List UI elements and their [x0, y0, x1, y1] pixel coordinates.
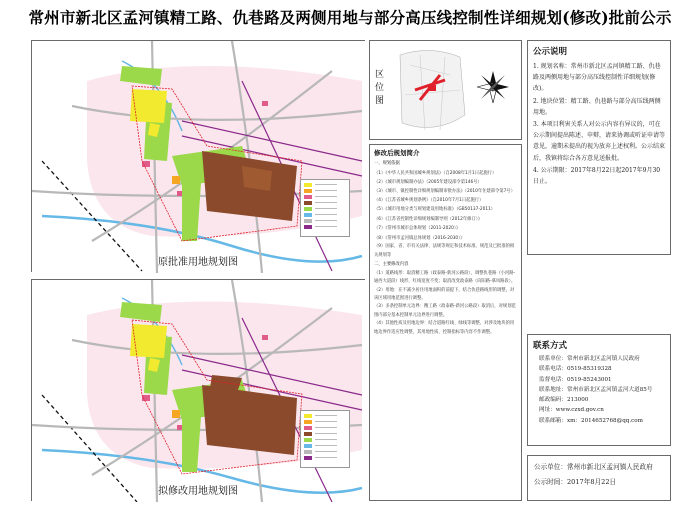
contact-line: 联系单位：常州市新北区孟河镇人民政府 [539, 356, 640, 362]
contact-line: 联系邮箱：xm：2014652768@qq.com [539, 417, 643, 424]
proposed-map-caption: 拟修改用地规划图 [158, 486, 238, 497]
summary-line: （7）《常州市城市总体规划（2011-2020）》 [374, 226, 461, 232]
notice-item: 4. 公示期限：2017年8月22日起2017年9月30日止。 [533, 166, 661, 186]
plan-summary-title: 修改后规划简介 [374, 149, 420, 157]
notice-item: 2. 地块位置：精工路、仇巷路与部分高压线两侧用地。 [533, 97, 661, 116]
summary-line: （2）用地：在不减少居住用地面积的前提下，结合仇巷路线形的调整，对该区域用地范围进行调整。 [374, 287, 515, 301]
notice-title: 公示说明 [533, 47, 568, 57]
publisher-panel [527, 455, 671, 501]
locator-label: 区位图 [375, 70, 385, 106]
summary-line: （4）其他性质及用地边界：结合道路红线、绿线等调整，对涉及地块的用地边界作适应性调整，其用地性质、控制指标等内容不作调整。 [374, 321, 515, 335]
summary-line: （4）《江苏省城乡规划条例》（自2010年7月1日起施行） [374, 197, 484, 203]
publish-date: 公示时间：2017年8月22日 [534, 478, 617, 486]
contact-line: 网址：www.czxd.gov.cn [539, 407, 604, 414]
summary-line: 一、规划依据 [374, 161, 400, 166]
summary-line: （8）《常州市孟河镇总体规划（2016-2030）》 [374, 235, 465, 241]
map-legend [300, 179, 350, 237]
approved-land-use-map-panel [31, 40, 365, 272]
contact-line: 监督电话：0519-85243001 [539, 376, 612, 383]
map-legend [300, 410, 350, 468]
approved-land-use-map [32, 41, 366, 273]
plan-summary-panel [369, 144, 522, 501]
summary-line: （1）《中华人民共和国城乡规划法》（自2008年1月1日起施行） [374, 170, 497, 176]
contact-title: 联系方式 [533, 341, 568, 351]
summary-line: （3）多条控制单元边界：精工路（政泰路-新河公路段）取消后，对规划范围内部分基本控制单元边界进行调整。 [374, 304, 516, 318]
summary-line: （5）《城市用地分类与规划建设用地标准》（GB50137-2011） [374, 207, 496, 213]
contact-line: 联系地址：常州市新北区孟河镇孟河大道85号 [539, 386, 653, 393]
locator-map [390, 45, 470, 137]
summary-line: 二、主要修改内容 [374, 262, 409, 268]
summary-line: （6）《江苏省控制性详细规划编制导则（2012年修订）》 [374, 216, 483, 222]
summary-line: （1）道路线形：取消精工路（政泰路-新河公路段），调整仇巷路（小河路-通西大道段）线形，红线宽度不变；取消改变政泰路（向阳路-慕凤路段）。 [374, 270, 516, 285]
page-title: 常州市新北区孟河镇精工路、仇巷路及两侧用地与部分高压线控制性详细规划(修改)批前公示 [28, 8, 672, 27]
proposed-land-use-map [32, 280, 366, 502]
notice-item: 1. 规划名称：常州市新北区孟河镇精工路、仇巷路及两侧用地与部分高压线控制性详细规划(修改)。 [533, 63, 661, 93]
approved-map-caption: 原批准用地规划图 [158, 257, 238, 268]
contact-panel [527, 334, 671, 446]
north-arrow-icon [475, 69, 511, 105]
proposed-land-use-map-panel [31, 279, 365, 501]
summary-line: （2）《城市规划编制办法》（2005年建设部令第146号） [374, 180, 482, 185]
publisher-unit: 公示单位：常州市新北区孟河镇人民政府 [534, 463, 653, 471]
contact-line: 联系电话：0519-85319328 [539, 366, 612, 373]
contact-line: 邮政编码：213000 [539, 397, 589, 404]
summary-line: （3）《城市、镇控制性详细规划编制审批办法》（2010年住建部令第7号） [374, 188, 516, 194]
notice-item: 3. 本项目利害关系人对公示内容有异议的，可在公示期间提出陈述、申辩，请来协调或听证申请等意见，逾期未提出的视为放弃上述权利。公示结束后，我镇将综合各方意见送报批。 [533, 121, 666, 162]
notice-panel [527, 40, 671, 255]
summary-line: （9）国家、省、市有关法律、法规等规定和技术标准、规范及已批准的相关规划等 [374, 244, 515, 258]
locator-map-panel [369, 40, 522, 140]
